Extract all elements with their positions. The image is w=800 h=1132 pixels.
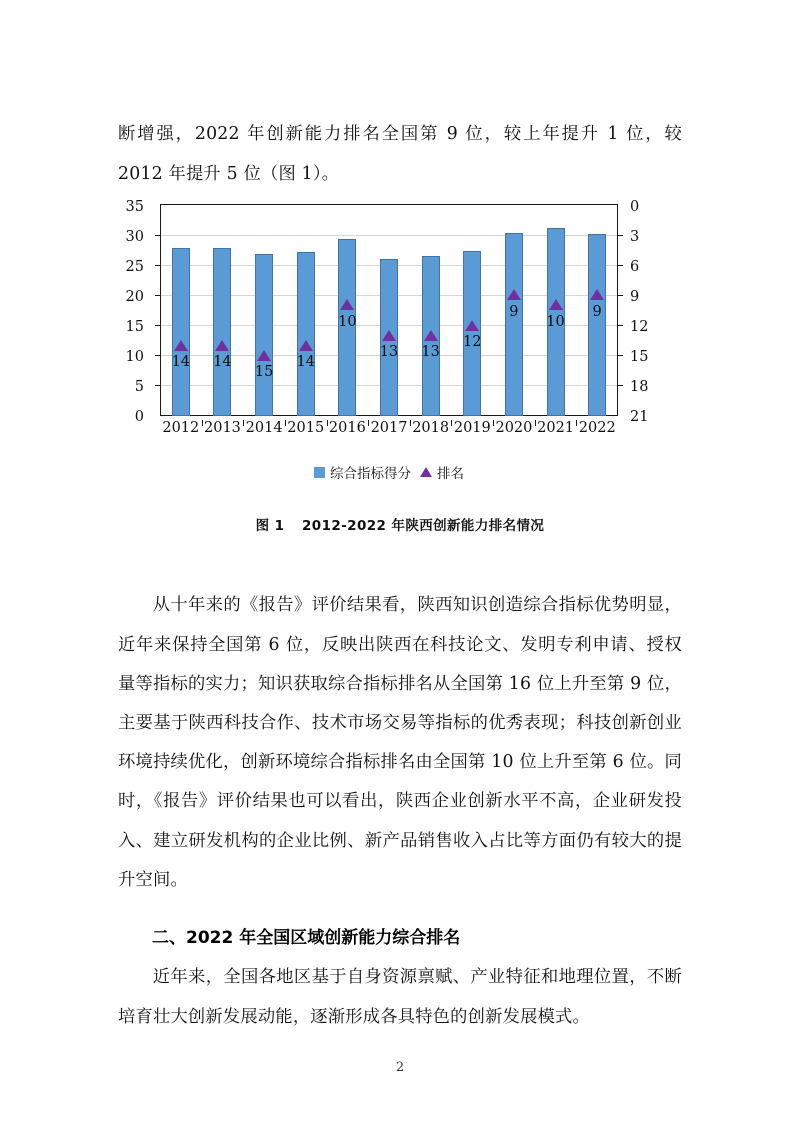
rank-label-2013: 14 xyxy=(213,354,232,371)
x-axis-label-2019: 2019 xyxy=(453,420,491,436)
rank-marker-2015 xyxy=(299,340,313,351)
rank-marker-2012 xyxy=(174,340,188,351)
bar-2015 xyxy=(297,252,315,416)
x-axis-label-2021: 2021 xyxy=(537,420,575,436)
rank-label-2012: 14 xyxy=(171,354,191,371)
rank-label-2020: 9 xyxy=(509,303,519,320)
rank-label-2021: 10 xyxy=(546,313,565,330)
bar-2020 xyxy=(505,233,523,416)
rank-label-2022: 9 xyxy=(592,303,602,320)
rank-label-2017: 13 xyxy=(379,344,399,361)
x-axis-tick-mark xyxy=(451,420,452,426)
right-axis-tick-6: 6 xyxy=(630,259,640,275)
x-axis-label-2018: 2018 xyxy=(412,420,450,436)
chart-category-2021 xyxy=(535,204,577,416)
x-axis-label-2015: 2015 xyxy=(287,420,325,436)
chart-category-2016 xyxy=(327,204,369,416)
chart-category-2018 xyxy=(410,204,452,416)
x-axis-label-2012: 2012 xyxy=(162,420,200,436)
x-axis-tick-mark xyxy=(368,420,369,426)
rank-marker-2020 xyxy=(507,289,521,300)
page-number: 2 xyxy=(395,1060,405,1075)
left-axis-tick-20: 20 xyxy=(125,289,144,305)
x-axis-tick-mark xyxy=(493,420,494,426)
legend-square-icon xyxy=(314,467,325,478)
bar-2022 xyxy=(588,234,606,416)
rank-marker-2016 xyxy=(340,299,354,310)
right-axis-tick-15: 15 xyxy=(630,349,649,365)
legend-triangle-icon xyxy=(420,467,432,477)
chart-category-2022 xyxy=(576,204,618,416)
left-axis-tick-15: 15 xyxy=(125,319,144,335)
section-heading-2-text: 二、2022 年全国区域创新能力综合排名 xyxy=(152,928,461,949)
paragraph-1 xyxy=(118,115,682,193)
x-axis-label-2013: 2013 xyxy=(204,420,241,436)
left-axis-tick-10: 10 xyxy=(125,349,144,365)
legend-label-score: 综合指标得分 xyxy=(330,466,411,482)
legend-label-rank: 排名 xyxy=(437,466,464,482)
rank-marker-2021 xyxy=(549,299,563,310)
rank-marker-2019 xyxy=(465,320,479,331)
paragraph-3-text: 近年来，全国各地区基于自身资源禀赋、产业特征和地理位置，不断培育壮大创新发展动能，逐渐形成各具特色的创新发展模式。 xyxy=(118,967,682,1027)
bar-2014 xyxy=(255,254,273,416)
legend-item-rank xyxy=(420,462,464,482)
x-axis-tick-mark xyxy=(410,420,411,426)
right-axis-tick-21: 21 xyxy=(630,409,649,425)
chart-category-2015 xyxy=(285,204,327,416)
legend-item-score xyxy=(314,462,411,482)
chart-category-2020 xyxy=(493,204,535,416)
rank-marker-2022 xyxy=(590,289,604,300)
chart-category-2012 xyxy=(160,204,202,416)
right-axis-tick-0: 0 xyxy=(630,199,640,215)
left-axis-tick-30: 30 xyxy=(125,229,144,245)
chart-container xyxy=(118,196,682,482)
right-axis-tick-18: 18 xyxy=(630,379,649,395)
x-axis-label-2022: 2022 xyxy=(578,420,616,436)
paragraph-2 xyxy=(118,586,682,900)
bar-2013 xyxy=(213,248,231,416)
figure-caption xyxy=(118,514,682,534)
x-axis-label-2017: 2017 xyxy=(370,420,408,436)
chart-category-2013 xyxy=(202,204,244,416)
left-axis-tick-25: 25 xyxy=(125,259,144,275)
chart-category-2014 xyxy=(243,204,285,416)
right-axis-tick-3: 3 xyxy=(630,229,640,245)
x-axis-label-2016: 2016 xyxy=(328,420,366,436)
chart-legend xyxy=(160,462,618,482)
rank-label-2014: 15 xyxy=(254,364,274,381)
x-axis-tick-mark xyxy=(327,420,328,426)
rank-label-2019: 12 xyxy=(463,334,482,351)
x-axis-labels xyxy=(160,420,618,436)
x-axis-tick-mark xyxy=(202,420,203,426)
x-axis-tick-mark xyxy=(535,420,536,426)
rank-label-2018: 13 xyxy=(421,344,440,361)
figure-caption-text: 2012-2022 年陕西创新能力排名情况 xyxy=(301,518,545,534)
paragraph-1-text: 断增强，2022 年创新能力排名全国第 9 位，较上年提升 1 位，较 2012 年提升 5 位（图 1）。 xyxy=(118,124,682,184)
rank-label-2016: 10 xyxy=(338,313,357,330)
left-axis-tick-35: 35 xyxy=(125,199,144,215)
rank-label-2015: 14 xyxy=(296,354,315,371)
figure-caption-label: 图 1 xyxy=(255,518,285,534)
x-axis-tick-mark xyxy=(285,420,286,426)
bar-2012 xyxy=(172,248,190,416)
x-axis-label-2014: 2014 xyxy=(245,420,283,436)
x-axis-tick-mark xyxy=(243,420,244,426)
right-axis-tick-12: 12 xyxy=(630,319,649,335)
x-axis-tick-mark xyxy=(576,420,577,426)
paragraph-3 xyxy=(118,958,682,1036)
left-axis-tick-0: 0 xyxy=(134,409,144,425)
figure-1 xyxy=(118,196,682,534)
left-axis-tick-5: 5 xyxy=(134,379,144,395)
chart-category-2017 xyxy=(368,204,410,416)
rank-marker-2017 xyxy=(382,330,396,341)
rank-marker-2014 xyxy=(257,350,271,361)
paragraph-2-text: 从十年来的《报告》评价结果看，陕西知识创造综合指标优势明显，近年来保持全国第 6 位，反映出陕西在科技论文、发明专利申请、授权量等指标的实力；知识获取综合指标排名从全国第 16 位上升至第 9 位，主要基于陕西科技合作、技术市场交易等指标的优秀表现；科技创新创业环境持续优化，创新环境综合指标排名由全国第 10 位上升至第 6 位。同时，《报告》评价结果也可以看出，陕西企业创新水平不高，企业研发投入、建立研发机构的企业比例、新产品销售收入占比等方面仍有较大的提升空间。 xyxy=(118,595,682,890)
rank-marker-2013 xyxy=(215,340,229,351)
right-axis-tick-9: 9 xyxy=(630,289,640,305)
x-axis-label-2020: 2020 xyxy=(495,420,533,436)
rank-marker-2018 xyxy=(424,330,438,341)
section-heading-2 xyxy=(118,922,682,954)
chart-category-2019 xyxy=(451,204,493,416)
data-series-layer xyxy=(160,204,618,416)
